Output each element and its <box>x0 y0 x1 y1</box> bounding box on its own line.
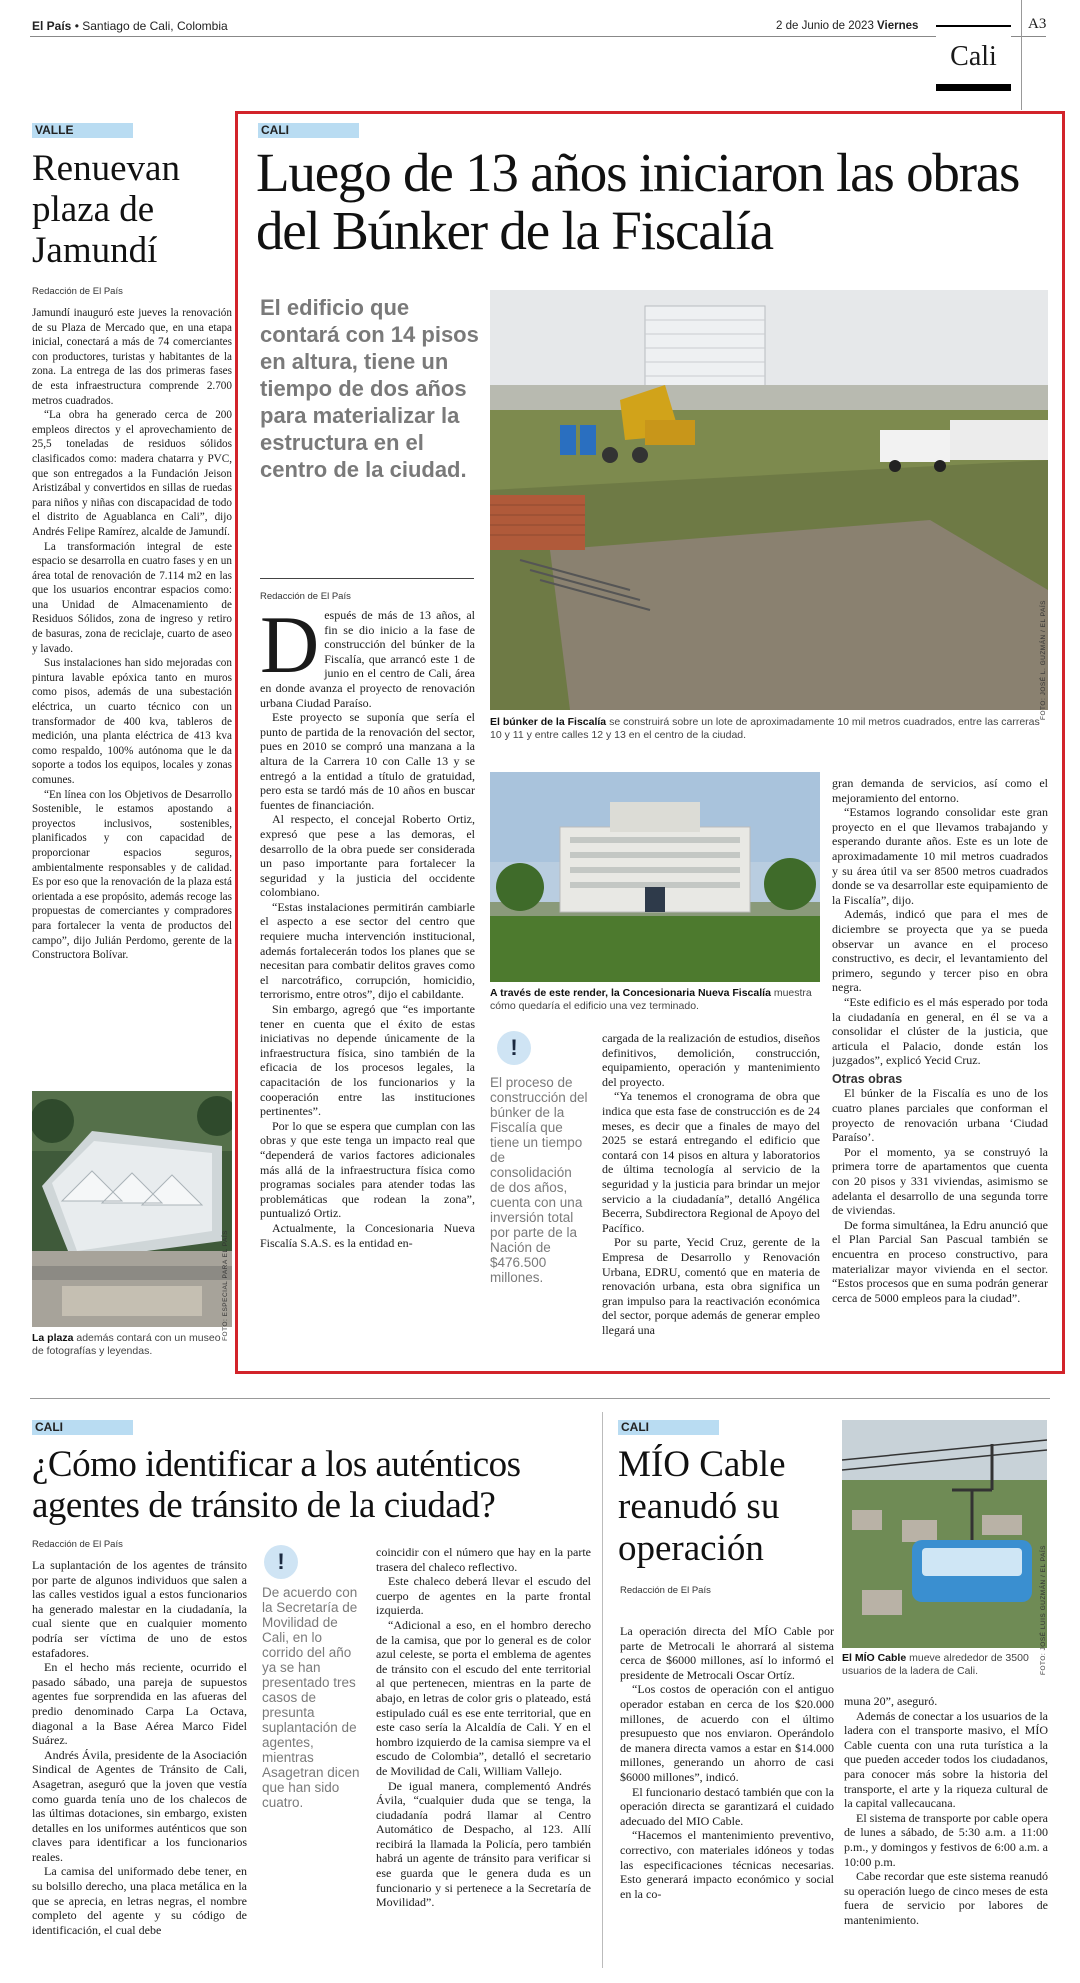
mio-paragraph: La operación directa del MÍO Cable por parte de Metrocali le ahorrará al sistema cerca de $6000 millones, así lo informó el presidente de Metrocali Oscar Ortíz. <box>620 1624 834 1682</box>
deck-rule <box>260 578 474 579</box>
main-byline: Redacción de El País <box>260 591 351 602</box>
transit-col-1 <box>32 1558 247 1970</box>
plaza-caption <box>32 1332 232 1358</box>
main-paragraph: Este proyecto se suponía que sería el punto de partida de la renovación del sector, pues en 2010 se compró una manzana a la altura de la Carrera 10 con Calle 13 y se entregó a la entidad a título de gratuidad, pero esta se tardó más de 10 años en buscar fuentes de financiación. <box>260 710 475 812</box>
mio-caption <box>842 1652 1047 1678</box>
page-number: A3 <box>1028 16 1047 32</box>
mio-cable-photo <box>842 1420 1047 1648</box>
bunker-photo-credit: FOTO: JOSÉ L. GUZMÁN / EL PAÍS <box>1040 600 1047 720</box>
side-paragraph: Jamundí inauguró este jueves la renovación de su Plaza de Mercado que, en una etapa inicial, conectará a más de 74 comerciantes con productores, turistas y habitantes de la zona. La entrega de las dos primeras fases de esta infraestructura comprende 2.700 metros cuadrados. <box>32 307 232 407</box>
transit-paragraph: coincidir con el número que hay en la parte trasera del chaleco reflectivo. <box>376 1545 591 1574</box>
issue-date: 2 de Junio de 2023 <box>776 20 874 32</box>
subhead: Otras obras <box>832 1071 903 1086</box>
mio-caption-bold: El MÍO Cable <box>842 1652 907 1664</box>
main-paragraph: De forma simultánea, la Edru anunció que el Plan Parcial San Pascual también se encuentra en proceso constructivo, para materializar mayor vivienda en el sector. “Estos procesos que en suma podrán generar cerca de 5000 empleos para la ciudad”. <box>832 1217 1048 1305</box>
bunker-photo-caption <box>490 716 1048 742</box>
plaza-photo-credit: FOTO: ESPECIAL PARA EL PAÍS <box>222 1230 229 1341</box>
bunker-caption-text: se construirá sobre un lote de aproximadamente 10 mil metros cuadrados, entre las carreras 10 y 11 y entre calles 12 y 13 en el centro de la ciudad. <box>490 716 1040 741</box>
main-paragraph: “Estamos logrando consolidar este gran proyecto en el que llevamos trabajando y esperando durante años. Este es un lote de aproximadamente 10 mil metros cuadrados y su área útil va ser 8500 metros cuadrados donde se va desarrollar este equipamiento de la Fiscalía”, dijo. <box>832 805 1048 907</box>
mio-paragraph: Además de conectar a los usuarios de la ladera con el transporte masivo, el MÍO Cable cuenta con una ruta turística a la que pueden acceder todos los ciudadanos, para conocer más sobre la historia del transporte, el arte y la riqueza cultural de la capital vallecaucana. <box>844 1708 1048 1811</box>
main-col-3 <box>602 1031 820 1365</box>
side-paragraph: “En línea con los Objetivos de Desarrollo Sostenible, le estamos apostando a proyectos inclusivos, sostenibles, planificados y con capacidad de proporcionar espacios seguros, ambientalmente responsables y de calidad. Es por eso que la renovación de la plaza está orientada a ese propósito, además recoge las propuestas de comerciantes y compradores para fortalecer la venta de productos del campo”, dijo Julián Perdomo, gerente de la Constructora Bolívar. <box>32 788 232 962</box>
mio-paragraph: muna 20”, aseguró. <box>844 1694 938 1708</box>
issue-weekday: Viernes <box>877 20 919 32</box>
transit-paragraph: Este chaleco deberá llevar el escudo del cuerpo de agentes en la parte frontal izquierda. <box>376 1574 591 1618</box>
transit-pull-quote: De acuerdo con la Secretaría de Movilidad de Cali, en lo corrido del año ya se han presentado tres casos de presunta suplantación de agentes, mientras Asagetran dicen que han sido cuatro. <box>262 1585 360 1810</box>
main-paragraph: “Ya tenemos el cronograma de obra que indica que esta fase de construcción es de 24 meses, es decir que a finales de mayo del 2025 se estará entregando el edificio que contará con 14 pisos en altura y laboratorios de última tecnología al servicio de la seguridad y la justicia para brindar un mejor servicio a la ciudadanía”, detalló Angélica Becerra, Subdirectora Regional de Apoyo del Pacífico. <box>602 1089 820 1235</box>
main-paragraph: Sin embargo, agregó que “es importante tener en cuenta que el éxito de estas iniciativas no depende únicamente de la infraestructura física, sino también de la eficacia de los procesos legales, la capacitación de los funcionarios y la cooperación entre las instituciones pertinentes”. <box>260 1002 475 1119</box>
main-headline: Luego de 13 años iniciaron las obras del Búnker de la Fiscalía <box>256 142 1020 261</box>
transit-paragraph: La camisa del uniformado debe tener, en su bolsillo derecho, una placa metálica en la que se aprecia, en letras negras, el nombre completo del agente y su código de identificación, el cual debe <box>32 1864 247 1937</box>
transit-paragraph: En el hecho más reciente, ocurrido el pasado sábado, una pareja de supuestos agentes fue sorprendida en las afueras del predio denominado Carpa La Octava, diagonal a la Base Aérea Marco Fidel Suárez. <box>32 1660 247 1748</box>
transit-paragraph: Andrés Ávila, presidente de la Asociación Sindical de Agentes de Tránsito de Cali, Asagetran, aseguró que la joven que vestía como guarda tenía uno de los chalecos de las últimas dotaciones, sin embargo, existen detalles en los uniformes auténticos que son claves para identificar a los funcionarios reales. <box>32 1747 247 1864</box>
section-name: Cali <box>950 41 997 72</box>
main-paragraph: Por su parte, Yecid Cruz, gerente de la Empresa de Desarrollo y Renovación Urbana, EDRU, comentó que en materia de renovación urbana, esta obra significa un gran impulso para la reactivación económica del sector, porque además de generar empleo llegará una <box>602 1235 820 1337</box>
section-box <box>936 25 1011 91</box>
mio-paragraph: “Hacemos el mantenimiento preventivo, correctivo, con materiales idóneos y todas las especificaciones técnicas necesarias. Esto generará impacto económico y social en la co- <box>620 1828 834 1901</box>
mio-paragraph: Cabe recordar que este sistema reanudó su operación luego de cinco meses de esta fuera de servicio por labores de mantenimiento. <box>844 1869 1048 1927</box>
transit-paragraph: “Adicional a eso, en el hombro derecho de la camisa, que por lo general es de color azul celeste, se porta el emblema de agentes de tránsito con el escudo del ente territorial al que pertenecen, mientras en la parte de abajo, en letras de color gris o plateado, está estipulado cuál es ese ente territorial, que en este caso sería la Alcaldía de Cali. Y en el hombro izquierdo de la camisa siempre va el escudo de Colombia”, detalló el secretario de Movilidad de Cali, William Vallejo. <box>376 1617 591 1778</box>
mio-paragraph: El sistema de transporte por cable opera de lunes a sábado, de 5:30 a.m. a 11:00 p.m., y domingos y festivos de 6:00 a.m. a 10:00 p.m. <box>844 1810 1048 1869</box>
main-paragraph: Actualmente, la Concesionaria Nueva Fiscalía S.A.S. es la entidad en- <box>260 1220 475 1250</box>
mio-paragraph: “Los costos de operación con el antiguo operador estaban en cerca de los $20.000 millones, de acuerdo con el último presupuesto que nos enviaron. Operándolo de manera directa vamos a estar en $14.000 millones, generando un ahorro de casi $6000 millones”, indicó. <box>620 1682 834 1784</box>
mio-headline: MÍO Cable reanudó su operación <box>618 1444 786 1569</box>
mio-byline: Redacción de El País <box>620 1585 711 1596</box>
lead-text: espués de más de 13 años, al fin se dio inicio a la fase de construcción del búnker de la Fiscalía, que arrancó este 1 de junio en el centro de Cali, área en donde avanza el proyecto de renovación urbana Ciudad Paraíso. <box>260 608 475 710</box>
side-paragraph: Sus instalaciones han sido mejoradas con pintura lavable epóxica tanto en muros como pisos, además de una subestación eléctrica, un cuarto técnico con un transformador de 400 kva, tableros de medición, una planta eléctrica de 413 kva como respaldo, 100% autónoma que le da soporte a todos los equipos, locales y zonas comunes. <box>32 657 232 786</box>
side-body <box>32 306 232 1088</box>
main-paragraph: cargada de la realización de estudios, diseños definitivos, demolición, construcción, equipamiento, operación y mantenimiento del proyecto. <box>602 1031 820 1089</box>
main-col-4 <box>832 776 1048 1365</box>
side-headline: Renuevan plaza de Jamundí <box>32 148 180 271</box>
render-caption-bold: A través de este render, la Concesionaria Nueva Fiscalía <box>490 987 771 999</box>
transit-col-3 <box>376 1545 591 1970</box>
plaza-caption-text: además contará con un museo de fotografías y leyendas. <box>32 1332 221 1357</box>
bullet: • <box>74 19 79 33</box>
plaza-photo <box>32 1091 232 1327</box>
bunker-caption-bold: El búnker de la Fiscalía <box>490 716 607 728</box>
location: Santiago de Cali, Colombia <box>82 19 228 33</box>
transit-paragraph: La suplantación de los agentes de tránsito por parte de algunos individuos que salen a las calles vestidos igual a estos funcionarios ha generado malestar en la ciudadanía, la cual siente que en cualquier momento podría ser víctima de uno de estos estafadores. <box>32 1558 247 1660</box>
render-caption <box>490 987 820 1013</box>
main-exclamation-icon: ! <box>497 1031 531 1065</box>
main-paragraph: gran demanda de servicios, así como el mejoramiento del entorno. <box>832 776 1048 805</box>
side-tag: VALLE <box>32 123 133 138</box>
header-rule <box>30 36 1046 37</box>
bunker-lot-photo <box>490 290 1048 710</box>
section-rule <box>30 1398 1050 1399</box>
transit-tag: CALI <box>32 1420 133 1435</box>
mio-col-1 <box>620 1624 834 1970</box>
main-deck: El edificio que contará con 14 pisos en altura, tiene un tiempo de dos años para materializar la estructura en el centro de la ciudad. <box>260 295 479 482</box>
plaza-caption-bold: La plaza <box>32 1332 74 1344</box>
transit-headline: ¿Cómo identificar a los auténticos agentes de tránsito de la ciudad? <box>32 1444 521 1526</box>
render-photo <box>490 772 820 982</box>
mio-tag: CALI <box>618 1420 719 1435</box>
mio-photo-credit: FOTO: JOSÉ LUIS GUZMÁN / EL PAÍS <box>1040 1545 1047 1676</box>
main-tag: CALI <box>258 123 359 138</box>
transit-paragraph: De igual manera, complementó Andrés Ávila, “cualquier duda que se tenga, la ciudadanía podrá llamar al Centro Automático de Despacho, al 123. Allí recibirá la llamada la Policía, pero también habrá un agente de tránsito para verificar si ese guarda que le genera duda es un funcionario y si pertenece a la Secretaría de Movilidad”. <box>376 1778 591 1910</box>
mio-col-2 <box>844 1694 1048 1970</box>
main-paragraph: Por lo que se espera que cumplan con las obras y que este tenga un impacto real que “dependerá de varios factores adicionales más allá de la infraestructura física como programas sociales para atender todas las problemáticas que rodean la zona”, puntualizó Ortiz. <box>260 1118 475 1221</box>
main-paragraph: Además, indicó que para el mes de diciembre se proyecta que ya se pueda observar un avance en el proceso constructivo, es decir, el levantamiento del primero, segundo y tercer piso en obra negra. <box>832 907 1048 995</box>
main-col-1 <box>260 608 475 1361</box>
transit-exclamation-icon: ! <box>264 1545 298 1579</box>
render-caption-text: muestra cómo quedaría el edificio una vez terminado. <box>490 987 812 1012</box>
main-paragraph: El búnker de la Fiscalía es uno de los cuatro planes parciales que conforman el proyecto de renovación urbana ‘Ciudad Paraíso’. <box>832 1086 1048 1145</box>
main-paragraph: “Este edificio es el más esperado por toda la ciudadanía en general, en él se va a consolidar el clúster de la justicia, que articula el Palacio, donde están los juzgados”, explicó Yecid Cruz. <box>832 994 1048 1068</box>
mio-caption-text: mueve alrededor de 3500 usuarios de la ladera de Cali. <box>842 1652 1029 1677</box>
drop-cap: D <box>260 608 320 690</box>
mio-paragraph: El funcionario destacó también que con la operación directa se garantizará el cuidado adecuado del MIO Cable. <box>620 1784 834 1828</box>
side-paragraph: “La obra ha generado cerca de 200 empleos directos y el aprovechamiento de 25,5 toneladas de residuos sólidos clasificados como: madera chatarra y PVC, que son entregados a la Fundación Jeison Aristizábal y convertidos en sillas de ruedas para niños y niñas con discapacidad de todo el distrito de Aguablanca en Cali”, dijo Andrés Felipe Ramírez, alcalde de Jamundí. <box>32 409 232 538</box>
main-pull-quote: El proceso de construcción del búnker de la Fiscalía que tiene un tiempo de consolidación de dos años, cuenta con una inversión total por parte de la Nación de $476.500 millones. <box>490 1075 588 1285</box>
transit-byline: Redacción de El País <box>32 1539 123 1550</box>
column-divider <box>602 1412 603 1968</box>
main-paragraph: “Estas instalaciones permitirán cambiarle el aspecto a ese sector del centro que requiere mucha intervención institucional, además fortalecerán todos los planes que se necesitan para combatir delitos graves como el narcotráfico, corrupción, homicidio, terrorismo, entre otros”, dijo el cabildante. <box>260 899 475 1002</box>
side-byline: Redacción de El País <box>32 286 123 297</box>
paper-name: El País <box>32 19 72 33</box>
main-paragraph: Al respecto, el concejal Roberto Ortiz, expresó que pese a las demoras, el desarrollo de la obra puede ser considerada un paso importante para fortalecer la seguridad y la justicia del occidente colombiano. <box>260 812 475 900</box>
section-divider <box>1021 0 1022 110</box>
drop-cap-paragraph <box>260 608 475 710</box>
side-paragraph: La transformación integral de este espacio se desarrolla en cuatro fases y en un área total de renovación de 7.114 m2 en las que los usuarios encontrar espacios como: una Unidad de Almacenamiento de Residuos Sólidos, zona de ingreso y retiro de basuras, zona de reciclaje, cuarto de aseo y lavado. <box>32 540 232 655</box>
main-paragraph: Por el momento, ya se construyó la primera torre de apartamentos que cuenta con 20 pisos y 331 viviendas, asimismo se adelanta el desarrollo de una segunda torre de viviendas. <box>832 1144 1048 1218</box>
